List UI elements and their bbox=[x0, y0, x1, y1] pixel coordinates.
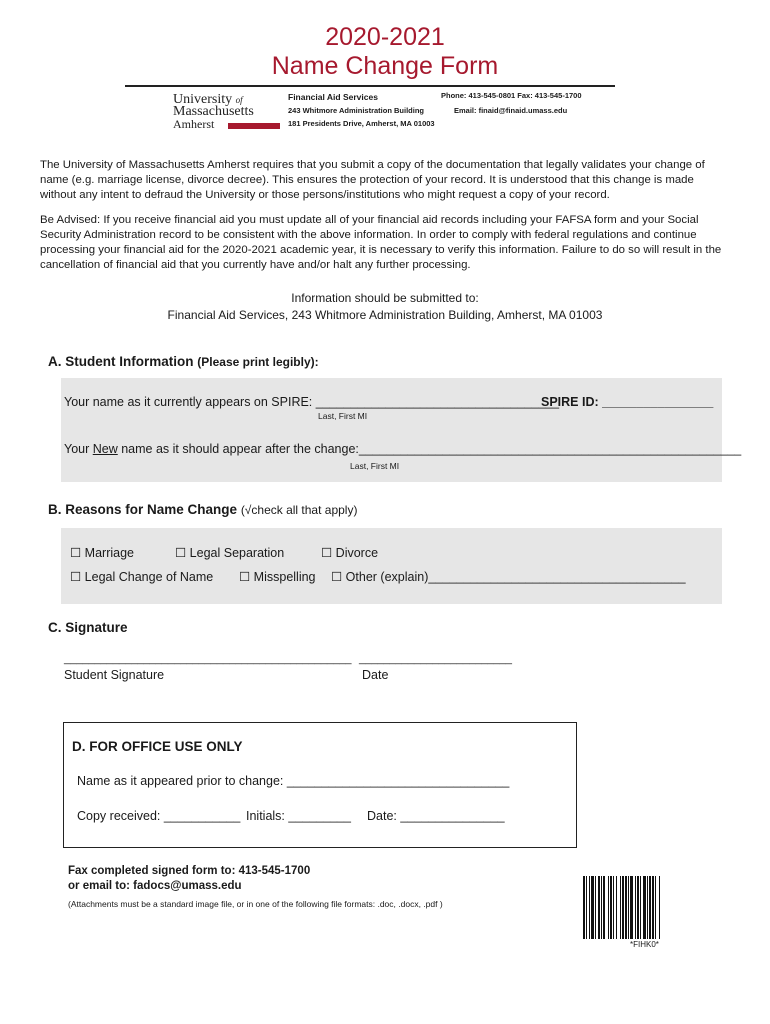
attachments-note: (Attachments must be a standard image file, or in one of the following file formats: .doc, .docx, .pdf ) bbox=[68, 899, 443, 909]
barcode-bar bbox=[660, 876, 662, 939]
office-phone-fax: Phone: 413-545-0801 Fax: 413-545-1700 bbox=[441, 91, 582, 100]
office-name: Financial Aid Services bbox=[288, 92, 378, 102]
new-name-field[interactable]: Your New name as it should appear after the change:_______________________________________________________ bbox=[64, 442, 742, 456]
office-building: 243 Whitmore Administration Building bbox=[288, 106, 424, 115]
form-title: Name Change Form bbox=[271, 52, 499, 80]
checkbox-divorce[interactable]: ☐ Divorce bbox=[321, 546, 379, 560]
current-name-field[interactable]: Your name as it currently appears on SPIRE: ___________________________________ bbox=[64, 395, 560, 409]
date-label: Date bbox=[362, 668, 389, 682]
checkbox-marriage[interactable]: ☐ Marriage bbox=[70, 546, 135, 560]
logo-tagline-bar bbox=[228, 123, 280, 129]
section-a-title: A. Student Information (Please print legibly): bbox=[48, 354, 319, 369]
umass-logo: University of Massachusetts Amherst bbox=[173, 93, 285, 133]
barcode-text: *FIHK0* bbox=[630, 940, 659, 949]
office-street: 181 Presidents Drive, Amherst, MA 01003 bbox=[288, 119, 435, 128]
initials-field[interactable]: Initials: _________ bbox=[246, 809, 351, 823]
signature-line[interactable]: _______________________________________________ bbox=[64, 653, 352, 665]
date-line[interactable]: _________________________ bbox=[359, 653, 512, 665]
email-instruction: or email to: fadocs@umass.edu bbox=[68, 880, 242, 892]
checkbox-legal-separation[interactable]: ☐ Legal Separation bbox=[175, 546, 285, 560]
current-name-hint: Last, First MI bbox=[318, 411, 368, 421]
new-name-hint: Last, First MI bbox=[350, 461, 400, 471]
checkbox-misspelling[interactable]: ☐ Misspelling bbox=[239, 570, 316, 584]
title-divider bbox=[125, 85, 615, 87]
advised-paragraph: Be Advised: If you receive financial aid you must update all of your financial aid records including your FAFSA form and your Social Security Administration record to be consistent with the above information. In order to comply with federal regulations and continue processing your financial aid for the 2020-2021 academic year, it is necessary to verify this information. Failure to do so will result in the cancellation of financial aid that you currently have and/or halt any further processing. bbox=[40, 214, 722, 271]
submit-address: Financial Aid Services, 243 Whitmore Administration Building, Amherst, MA 01003 bbox=[167, 308, 603, 322]
copy-received-field[interactable]: Copy received: ___________ bbox=[77, 809, 241, 823]
section-c-title: C. Signature bbox=[48, 620, 128, 635]
reasons-panel bbox=[61, 528, 722, 604]
prior-name-field[interactable]: Name as it appeared prior to change: ________________________________ bbox=[77, 774, 510, 788]
signature-label: Student Signature bbox=[64, 668, 165, 682]
section-d-title: D. FOR OFFICE USE ONLY bbox=[72, 739, 243, 754]
checkbox-legal-change[interactable]: ☐ Legal Change of Name bbox=[70, 570, 214, 584]
office-date-field[interactable]: Date: _______________ bbox=[367, 809, 505, 823]
office-email: Email: finaid@finaid.umass.edu bbox=[454, 106, 568, 115]
section-b-title: B. Reasons for Name Change (√check all that apply) bbox=[48, 502, 358, 517]
submit-heading: Information should be submitted to: bbox=[291, 291, 479, 305]
barcode-image bbox=[583, 876, 716, 939]
checkbox-other[interactable]: ☐ Other (explain)_____________________________________ bbox=[331, 570, 686, 584]
form-year: 2020-2021 bbox=[325, 23, 445, 51]
fax-instruction: Fax completed signed form to: 413-545-1700 bbox=[68, 865, 311, 877]
spire-id-field[interactable]: SPIRE ID: ________________ bbox=[541, 395, 714, 409]
intro-paragraph: The University of Massachusetts Amherst requires that you submit a copy of the documentation that legally validates your change of name (e.g. marriage license, divorce decree). This ensures the protection of your record. It is understood that this change is made without any intent to defraud the University or those persons/institutions who might request a copy of your record. bbox=[40, 159, 705, 201]
